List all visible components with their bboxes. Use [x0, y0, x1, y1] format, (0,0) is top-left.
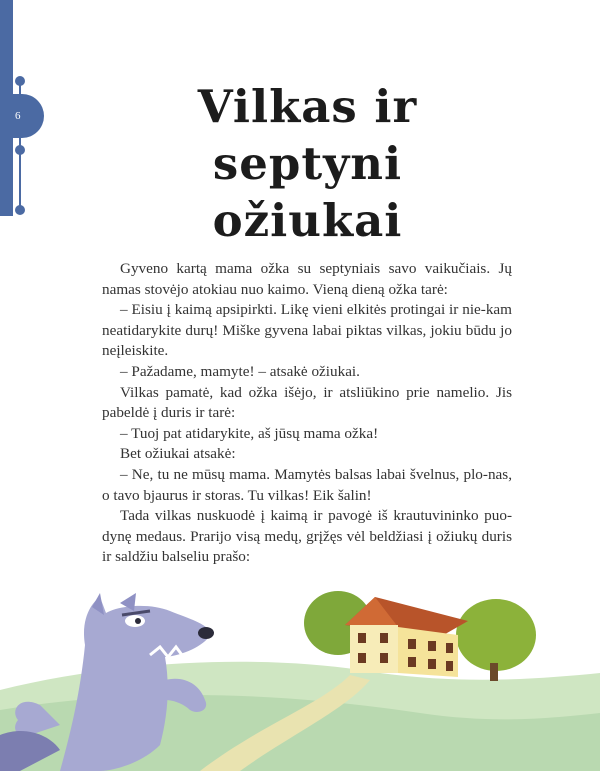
page-number-tab	[0, 94, 44, 138]
page-title	[110, 78, 505, 249]
house-icon	[345, 597, 468, 677]
tree-right	[456, 599, 536, 671]
story-paragraph: Vilkas pamatė, kad ožka išėjo, ir atsliūkino prie namelio. Jis pabeldė į duris ir tarė:	[102, 383, 512, 422]
story-paragraph: – Tuoj pat atidarykite, aš jūsų mama ožka!	[120, 424, 379, 442]
story-paragraph: Tada vilkas nuskuodė į kaimą ir pavogė iš krautuvininko puo-dynę medaus. Prarijo visą medų, grįžęs vėl beldžiasi į ožiukų duris ir saldžiu balseliu prašo:	[102, 507, 512, 566]
story-paragraph: Bet ožiukai atsakė:	[120, 445, 236, 463]
decorative-dot	[15, 145, 25, 155]
story-paragraph: – Ne, tu ne mūsų mama. Mamytės balsas labai švelnus, plo-nas, o tavo bjaurus ir storas. Tu vilkas! Eik šalin!	[102, 465, 512, 504]
decorative-dot	[15, 205, 25, 215]
title-line-2: ožiukai	[212, 194, 403, 247]
decorative-dot	[15, 76, 25, 86]
tree-trunk	[490, 663, 498, 681]
story-paragraph: Gyveno kartą mama ožka su septyniais savo vaikučiais. Jų namas stovėjo atokiau nuo kaimo. Vieną dieną ožka tarė:	[102, 260, 512, 298]
story-text	[102, 259, 512, 568]
story-paragraph: – Pažadame, mamyte! – atsakė ožiukai.	[120, 362, 360, 380]
title-line-1: Vilkas ir septyni	[197, 80, 418, 190]
wolf-and-house-illustration	[0, 585, 600, 771]
page-number: 6	[15, 110, 21, 122]
story-paragraph: – Eisiu į kaimą apsipirkti. Likę vieni elkitės protingai ir nie-kam neatidarykite durų! Miške gyvena labai piktas vilkas, jokiu būdu jo neįleiskite.	[102, 301, 512, 360]
